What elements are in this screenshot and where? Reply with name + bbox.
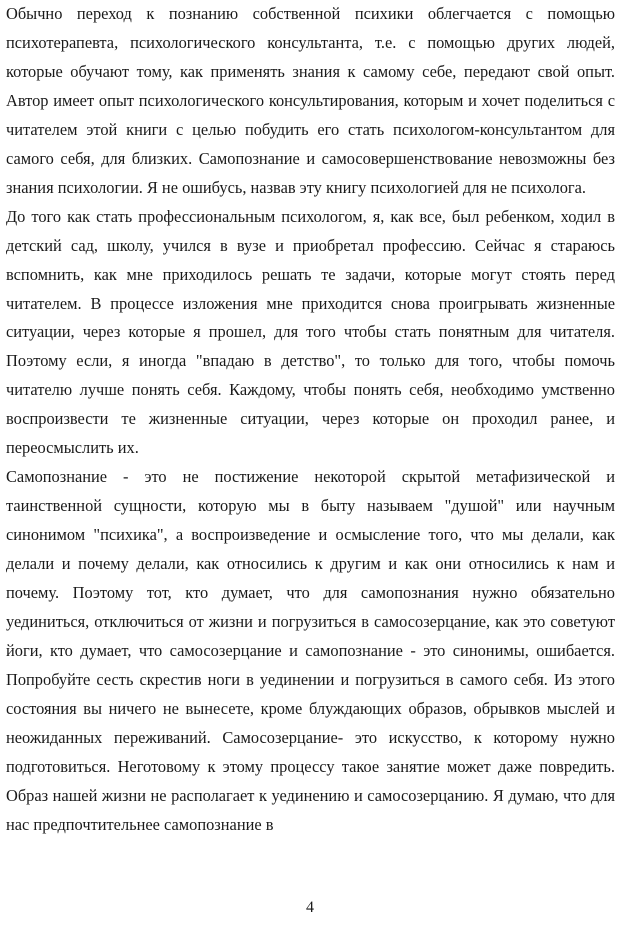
paragraph-1: Обычно переход к познанию собственной психики облегчается с помощью психотерапевта, психологического консультанта, т.е. с помощью других людей, которые обучают тому, как применять знания к самому себе, передают свой опыт. Автор имеет опыт психологического консультирования, которым и хочет поделиться с читателем этой книги с целью побудить его стать психологом-консультантом для самого себя, для близких. Самопознание и самосовершенствование невозможны без знания психологии. Я не ошибусь, назвав эту книгу психологией для не психолога. [6, 4, 615, 197]
paragraph-3: Самопознание - это не постижение некоторой скрытой метафизической и таинственной сущности, которую мы в быту называем "душой" или научным синонимом "психика", а воспроизведение и осмысление того, что мы делали, как делали и почему делали, как относились к другим и как они относились к нам и почему. Поэтому тот, кто думает, что для самопознания нужно обязательно уединиться, отключиться от жизни и погрузиться в самосозерцание, как это советуют йоги, кто думает, что самосозерцание и самопознание - это синонимы, ошибается. Попробуйте сесть скрестив ноги в уединении и погрузиться в самого себя. Из этого состояния вы ничего не вынесете, кроме блуждающих образов, обрывков мыслей и неожиданных переживаний. Самосозерцание- это искусство, к которому нужно подготовиться. Неготовому к этому процессу такое занятие может даже повредить. Образ нашей жизни не располагает к уединению и самосозерцанию. Я думаю, что для нас предпочтительнее самопознание в [6, 467, 615, 834]
page-number: 4 [306, 899, 314, 916]
body-text [6, 0, 615, 840]
paragraph-2: До того как стать профессиональным психологом, я, как все, был ребенком, ходил в детский сад, школу, учился в вузе и приобретал профессию. Сейчас я стараюсь вспомнить, как мне приходилось решать те задачи, которые могут стоять перед читателем. В процессе изложения мне приходится снова проигрывать жизненные ситуации, через которые я прошел, для того чтобы стать понятным для читателя. Поэтому если, я иногда "впадаю в детство", то только для того, чтобы помочь читателю лучше понять себя. Каждому, чтобы понять себя, необходимо умственно воспроизвести те жизненные ситуации, через которые он проходил ранее, и переосмыслить их. [6, 206, 615, 458]
